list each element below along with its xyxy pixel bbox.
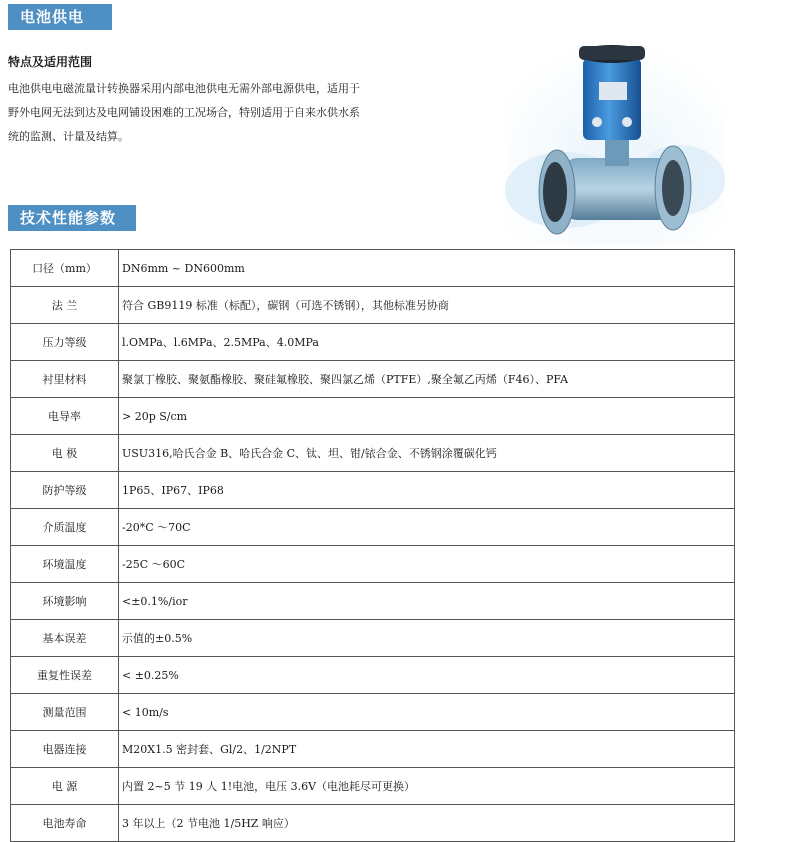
- spec-value: 聚氯丁橡胶、聚氨酯橡胶、聚硅氟橡胶、聚四氯乙烯（PTFE）,聚全氟乙丙烯（F46）、PFA: [119, 361, 735, 398]
- spec-label: 电器连接: [11, 731, 119, 768]
- spec-label: 衬里材料: [11, 361, 119, 398]
- spec-label: 压力等级: [11, 324, 119, 361]
- table-row: [11, 768, 735, 805]
- spec-label: 电导率: [11, 398, 119, 435]
- section-tag-technical-specs: 技术性能参数: [8, 205, 136, 231]
- spec-value: > 20p S/cm: [119, 398, 735, 435]
- spec-value: -25C ～60C: [119, 546, 735, 583]
- spec-value: l.OMPa、l.6MPa、2.5MPa、4.0MPa: [119, 324, 735, 361]
- spec-label: 介质温度: [11, 509, 119, 546]
- spec-label: 测量范围: [11, 694, 119, 731]
- spec-label: 重复性误差: [11, 657, 119, 694]
- spec-value: <±0.1%/ior: [119, 583, 735, 620]
- features-description: 电池供电电磁流量计转换器采用内部电池供电无需外部电源供电，适用于野外电网无法到达及电网铺设困难的工况场合，特别适用于自来水供水系统的监测、计量及结算。: [8, 82, 360, 143]
- spec-value: 1P65、IP67、IP68: [119, 472, 735, 509]
- spec-value: < ±0.25%: [119, 657, 735, 694]
- table-row: [11, 509, 735, 546]
- table-row: [11, 472, 735, 509]
- spec-value: 示值的±0.5%: [119, 620, 735, 657]
- spec-table: [10, 249, 735, 842]
- spec-value: 内置 2~5 节 19 人 1!电池，电压 3.6V（电池耗尽可更换）: [119, 768, 735, 805]
- spec-label: 防护等级: [11, 472, 119, 509]
- spec-value: DN6mm ~ DN600mm: [119, 250, 735, 287]
- table-row: [11, 583, 735, 620]
- table-row: [11, 620, 735, 657]
- spec-value: USU316,哈氏合金 B、哈氏合金 C、钛、坦、钳/铱合金、不锈钢涂覆碳化钙: [119, 435, 735, 472]
- table-row: [11, 435, 735, 472]
- spec-value: 3 年以上（2 节电池 1/5HZ 响应）: [119, 805, 735, 842]
- spec-label: 环境温度: [11, 546, 119, 583]
- table-row: [11, 694, 735, 731]
- table-row: [11, 287, 735, 324]
- table-row: [11, 250, 735, 287]
- table-row: [11, 546, 735, 583]
- spec-label: 环境影响: [11, 583, 119, 620]
- spec-label: 口径（mm）: [11, 250, 119, 287]
- spec-label: 电池寿命: [11, 805, 119, 842]
- table-row: [11, 398, 735, 435]
- table-row: [11, 361, 735, 398]
- flowmeter-product-image: [505, 40, 725, 245]
- spec-value: -20*C ～70C: [119, 509, 735, 546]
- spec-value: M20X1.5 密封套、Gl/2、1/2NPT: [119, 731, 735, 768]
- features-title: 特点及适用范围: [8, 55, 93, 69]
- table-row: [11, 657, 735, 694]
- spec-label: 电 极: [11, 435, 119, 472]
- spec-label: 法 兰: [11, 287, 119, 324]
- table-row: [11, 805, 735, 842]
- section-tag-battery-power: 电池供电: [8, 4, 112, 30]
- spec-label: 电 源: [11, 768, 119, 805]
- spec-value: 符合 GB9119 标准（标配），碳钢（可选不锈钢），其他标准另协商: [119, 287, 735, 324]
- table-row: [11, 324, 735, 361]
- table-row: [11, 731, 735, 768]
- spec-label: 基本误差: [11, 620, 119, 657]
- spec-value: < 10m/s: [119, 694, 735, 731]
